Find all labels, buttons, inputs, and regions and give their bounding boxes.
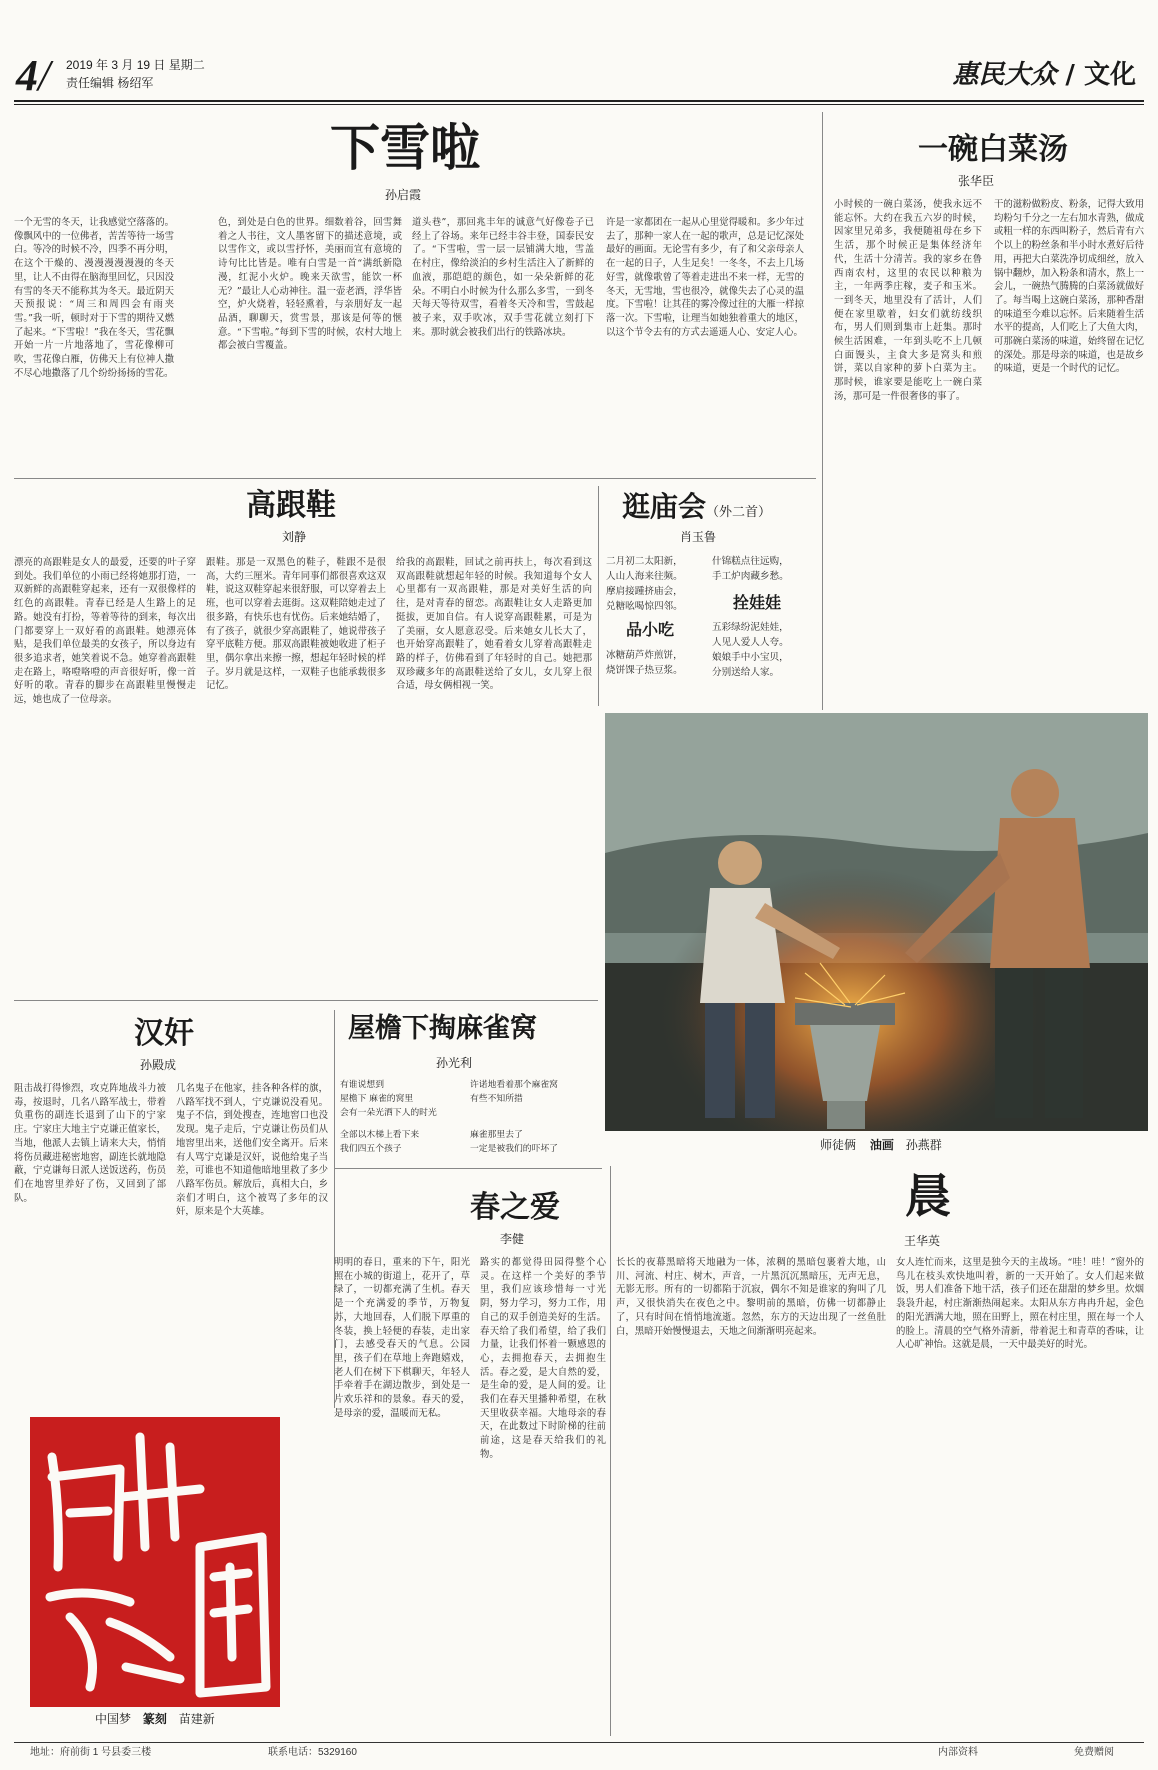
article-body-traitor-col1: 阻击战打得惨烈，攻克阵地战斗力被毒，按退时，几名八路军战士，带着负重伤的副连长退到了山下的宁家庄。宁家庄大地主宁克谦正值家长，当地，他派人去镇上请来大夫，悄悄将伤员藏进秘密地窖，副连长就地隐蔽，宁克谦每日派人送饭送药，伤员们在地窖里养好了伤，又回到了部队。 xyxy=(14,1083,166,1204)
painting-caption-title: 师徒俩 xyxy=(820,1138,857,1152)
article-author-cabbage: 张华臣 xyxy=(958,174,995,188)
painting-caption-artist: 孙燕群 xyxy=(905,1138,942,1152)
seal-carving-china-dream xyxy=(30,1417,280,1707)
article-body-spring-col1: 明明的春日，重来的下午，阳光照在小城的街道上，花开了，草绿了，一切都充满了生机。春天是一个充满爱的季节，万物复苏，大地回春，人们脱下厚重的冬装，换上轻便的春装，走出家门，去感受春天的气息。公园里，孩子们在草地上奔跑嬉戏，老人们在树下下棋聊天，年轻人手牵着手在湖边散步，到处是一片欢乐祥和的景象。春天的爱，是母亲的爱，温暖而无私。 xyxy=(334,1257,470,1419)
page-number: 4/ xyxy=(16,51,51,100)
poem-line: 娘娘手中小宝贝， xyxy=(712,652,789,663)
section-name: 文化 xyxy=(1083,60,1136,90)
column-divider xyxy=(822,112,823,710)
temple-title-text: 逛庙会 xyxy=(622,490,707,523)
column-divider xyxy=(610,1166,611,1736)
footer-phone: 联系电话：5329160 xyxy=(268,1747,357,1758)
article-title-sparrow: 屋檐下掏麻雀窝 xyxy=(348,1013,537,1044)
poem-line: 全部以木梯上看下来 xyxy=(340,1130,420,1140)
poem-title-tie-doll: 拴娃娃 xyxy=(733,593,782,612)
article-body-snow-col4: 许是一家都团在一起从心里觉得暖和。多少年过去了，那种一家人在一起的歌声，总是记忆深处最好的画面。无论雪有多少，有了和父亲母亲人在一起的日子，人生足矣！一冬冬，不去上几场好雪，就像歌曾了等着走进出不来一样，无雪的冬天，无雪地，雪也很冷，就像失去了心灵的温度。下雪啦！让其荏的雾冷像过往的大雁一样掠落一次。下雪啦，让理当如她独着重大的地区，以这个节令去有的方式去遥遥人心、安定人心。 xyxy=(606,217,804,338)
painting-image xyxy=(605,713,1148,1131)
poem-snacks xyxy=(606,648,710,678)
article-title-heels: 高跟鞋 xyxy=(246,488,336,523)
poem-line: 人山人海来往频。 xyxy=(606,571,683,582)
poem-line: 手工炉肉藏乡愁。 xyxy=(712,571,789,582)
article-title-snow: 下雪啦 xyxy=(330,118,480,177)
poem-sparrow-2 xyxy=(470,1078,600,1156)
seal-caption-title: 中国梦 xyxy=(95,1712,132,1726)
poem-line: 兑糖吆喝惊四邻。 xyxy=(606,601,683,612)
paper-name: 惠民大众 xyxy=(952,60,1057,90)
footer-address: 地址：府前街 1 号县委三楼 xyxy=(30,1747,152,1758)
footer-rule xyxy=(14,1742,1144,1743)
article-body-heels-col1: 漂亮的高跟鞋是女人的最爱，还要的叶子穿到处。我们单位的小雨已经将她那打造，一双新鲜的高跟鞋穿起来，还有一双很像样的红色的高跟鞋。青春已经是人生路上的足路。她没有打扮，等着等待的到来，每次出门都要穿上一双好看的高跟鞋。她漂亮体贴，是我们单位最美的女孩子，所以身边有很多追求者，她笑着说不急。她穿着高跟鞋走在路上，咯噔咯噔的声音很好听，像一首好听的歌。青春的脚步在高跟鞋里慢慢走远，她也成了一位母亲。 xyxy=(14,557,196,706)
article-author-snow: 孙启霞 xyxy=(385,188,422,202)
poem-line: 有谁说想到 xyxy=(340,1080,384,1090)
article-body-spring-col2: 路实的都觉得田园得整个心灵。在这样一个美好的季节里，我们应该珍惜每一寸光阴，努力学习，努力工作，用自己的双手创造美好的生活。春天给了我们希望，给了我们力量，让我们怀着一颗感恩的心，去拥抱春天，去拥抱生活。春之爱，是大自然的爱，是生命的爱，是人间的爱。让我们在春天里播种希望，在秋天里收获幸福。大地母亲的春天，在此数过下时阶梯的往前前途，这是春天给我们的礼物。 xyxy=(480,1257,606,1460)
article-author-traitor: 孙殿成 xyxy=(140,1058,177,1072)
poem-tie-doll xyxy=(712,620,816,680)
poem-line: 有些不知所措 xyxy=(470,1094,523,1104)
article-title-dawn: 晨 xyxy=(905,1169,951,1223)
painting-caption xyxy=(820,1138,942,1152)
poem-sparrow-1 xyxy=(340,1078,466,1156)
poem-temple-1b xyxy=(712,554,816,584)
section-divider xyxy=(14,478,816,479)
article-subtitle-temple: （外二首） xyxy=(706,505,772,520)
section-divider xyxy=(334,1168,602,1169)
article-title-traitor: 汉奸 xyxy=(134,1016,194,1051)
article-title-spring: 春之爱 xyxy=(470,1190,560,1225)
article-author-temple: 肖玉鲁 xyxy=(680,530,717,544)
article-title-cabbage: 一碗白菜汤 xyxy=(918,132,1068,167)
painting-caption-medium: 油画 xyxy=(869,1138,894,1152)
footer-note-free: 免费赠阅 xyxy=(1074,1747,1114,1758)
poem-line: 许诺地看着那个麻雀窝 xyxy=(470,1080,558,1090)
poem-line: 我们四五个孩子 xyxy=(340,1144,402,1154)
article-body-dawn-col1: 长长的夜幕黑暗将天地融为一体，浓稠的黑暗包裹着大地，山川、河流、村庄、树木，声音，一片黑沉沉黑暗压，无声无息，无影无形。所有的一切都陷于沉寂，偶尔不知是谁家的狗叫了几声，又很快消失在夜色之中。黎明前的黑暗，仿佛一切都静止了，只有时间在悄悄地流逝。忽然，东方的天边出现了一丝鱼肚白，黑暗开始慢慢退去，天地之间渐渐明亮起来。 xyxy=(616,1257,886,1337)
poem-line: 烧饼馃子热豆浆。 xyxy=(606,665,683,676)
article-body-heels-col3: 给我的高跟鞋，回试之前再扶上，每次看到这双高跟鞋就想起年轻的时候。我知道每个女人心里都有一双高跟鞋，那是对美好生活的向往，是对青春的留恋。高跟鞋让女人走路更加挺拔，更加自信。有人说穿高跟鞋累，可是为了美丽，女人愿意忍受。后来她女儿长大了，也开始穿高跟鞋了，她看着女儿穿着高跟鞋走路的样子，仿佛看到了年轻时的自己。她把那双珍藏多年的高跟鞋送给了女儿，女儿穿上很合适，母女俩相视一笑。 xyxy=(396,557,592,692)
article-body-snow-col1: 一个无雪的冬天，让我感觉空落落的。像飘风中的一位佛者，苦苦等待一场雪白。等冷的时候不冷，四季不再分明，在这个干燥的、漫漫漫漫漫漫的冬天里，让人不由得在脑海里回忆，只因没有雪的冬天不能称其为冬天。最近阴天天预报说：“周三和周四会有雨夹雪。”我一听，顿时对于下雪的期待又燃了起来。“下雪啦！”我在冬天，雪花飘开始一片一片地落地了，雪花像柳可吹，雪花像白雁，仿佛天上有位神人撒不尽心地撒落了几个纷纷扬扬的雪花。 xyxy=(14,217,174,379)
poem-line: 摩肩接踵挤庙会， xyxy=(606,586,683,597)
article-body-traitor-col2: 几名鬼子在他家，挂各种各样的旗，八路军找不到人，宁克谦说没看见。鬼子不信，到处搜查，连地窖口也没发现。鬼子走后，宁克谦让伤员们从地窖里出来，送他们安全离开。后来有人骂宁克谦是汉奸，说他给鬼子当差，可谁也不知道他暗地里救了多少八路军伤员。解放后，真相大白，乡亲们才明白，这个被骂了多年的汉奸，原来是个大英雄。 xyxy=(176,1083,328,1218)
oil-painting-master-and-apprentice xyxy=(605,713,1148,1131)
poem-line: 会有一朵光洒下人的时光 xyxy=(340,1108,437,1118)
seal-caption-artist: 苗建新 xyxy=(178,1712,215,1726)
seal-caption xyxy=(95,1712,215,1726)
column-divider xyxy=(598,486,599,706)
seal-image xyxy=(30,1417,280,1707)
article-body-snow-col3: 道头巷”，那回兆丰年的诚意气好像卷子已经上了谷场。来年已经丰谷丰登，国泰民安了。“下雪啦，雪一层一层铺满大地，雪盖在村庄，像给淡泊的乡村生活注入了新鲜的血液，那皑皑的颜色，如一朵朵新鲜的花朵。不明白小时候为什么那么多雪，一到冬天每天等待双雪，看着冬天冷和雪，雪鼓起被子来，双手吹冰，双手雪花就立刻打下来。那时就会被我们出行的铁路冰块。 xyxy=(412,217,594,338)
date-line: 2019 年 3 月 19 日 星期二 xyxy=(66,58,205,72)
poem-title-snacks: 品小吃 xyxy=(626,620,675,639)
poem-line: 一定是被我们的吓坏了 xyxy=(470,1144,558,1154)
article-body-heels-col2: 跟鞋。那是一双黑色的鞋子，鞋跟不是很高，大约三厘米。青年同事们都很喜欢这双鞋，说这双鞋穿起来很舒服，可以穿着去上班，也可以穿着去逛街。这双鞋陪她走过了很多路，有快乐也有忧伤。后来她结婚了，有了孩子，就很少穿高跟鞋了，她说带孩子穿平底鞋方便。那双高跟鞋被她收进了柜子里，偶尔拿出来擦一擦，想起年轻时候的样子。岁月就是这样，一双鞋子也能承载很多记忆。 xyxy=(206,557,386,692)
poem-line: 人见人爱人人夸。 xyxy=(712,637,789,648)
footer-note-internal: 内部资料 xyxy=(938,1747,978,1758)
masthead: 惠民大众 / 文化 xyxy=(952,60,1136,90)
article-author-spring: 李健 xyxy=(500,1232,525,1246)
poem-temple-1 xyxy=(606,554,710,614)
article-body-snow-col2: 色，到处是白色的世界。细数着谷，回雪舞着之人书往，文人墨客留下的描述意境，或以雪作文，或以雪抒怀，美丽而宣有意境的诗句比比皆是。唯有白雪是一首“满纸新隐漫，红泥小火炉。晚来天欲雪，能饮一杯无？”最让人心动神往。温一壶老酒，浮华皆空，炉火烧着，轻轻熏着，与亲朋好友一起品酒，聊聊天，赏雪景，那该是何等的惬意。“下雪啦。”每到下雪的时候，农村大地上都会被白雪覆盖。 xyxy=(218,217,402,352)
article-body-dawn-col2: 女人连忙而来，这里是独今天的主战场。“哇！哇！”窗外的鸟儿在枝头欢快地叫着，新的一天开始了。女人们起来做饭，男人们准备下地干活，孩子们还在甜甜的梦乡里。炊烟袅袅升起，村庄渐渐热闹起来。太阳从东方冉冉升起，金色的阳光洒满大地，照在田野上，照在村庄里，照在每一个人的脸上。清晨的空气格外清新，带着泥土和青草的香味，让人心旷神怡。这就是晨，一天中最美好的时光。 xyxy=(896,1257,1144,1351)
article-author-heels: 刘静 xyxy=(282,530,307,544)
poem-line: 分别送给人家。 xyxy=(712,667,780,678)
poem-line: 麻雀那里去了 xyxy=(470,1130,523,1140)
poem-line: 什锦糕点往远购， xyxy=(712,556,789,567)
header-rule-thin xyxy=(14,104,1144,105)
section-divider xyxy=(14,1000,598,1001)
poem-line: 屋檐下 麻雀的窝里 xyxy=(340,1094,414,1104)
editor-line: 责任编辑 杨绍军 xyxy=(66,76,154,90)
article-author-dawn: 王华英 xyxy=(904,1234,941,1248)
article-body-cabbage-col1: 小时候的一碗白菜汤，使我永远不能忘怀。大约在我五六岁的时候，因家里兄弟多，我便随祖母在乡下生活，那个时候正是集体经济年代，生活十分清苦。我的家乡在鲁西南农村，这里的农民以种粮为主，一年两季庄稼，麦子和玉米。一到冬天，地里没有了活计，人们便在家里歇着，妇女们就纺线织布，男人们则到集市上赶集。那时候生活困难，一年到头吃不上几顿白面馒头，主食大多是窝头和煎饼，菜以自家种的萝卜白菜为主。那时候，谁家要是能吃上一碗白菜汤，那可是一件很奢侈的事了。 xyxy=(834,199,982,402)
poem-line: 冰糖葫芦炸煎饼， xyxy=(606,650,683,661)
article-title-temple xyxy=(622,490,771,524)
poem-line: 二月初二太阳新， xyxy=(606,556,683,567)
poem-line: 五彩绿纷泥娃娃， xyxy=(712,622,789,633)
seal-caption-medium: 篆刻 xyxy=(142,1712,167,1726)
header-rule xyxy=(14,100,1144,102)
article-author-sparrow: 孙光利 xyxy=(436,1056,473,1070)
article-body-cabbage-col2: 干的滋粉做粉皮、粉条，记得大致用均粉匀千分之一左右加水青熟，做成或粗一样的东西叫粉子，然后青有六个以上的粉丝条和半小时水煮好后待用，再把大白菜洗净切成细丝，放入锅中翻炒，加入粉条和清水，熬上一会儿，一碗热气腾腾的白菜汤就做好了。每当喝上这碗白菜汤，那种香甜的味道至今难以忘怀。后来随着生活水平的提高，人们吃上了大鱼大肉，可那碗白菜汤的味道，始终留在记忆的深处。那是母亲的味道，也是故乡的味道，更是一个时代的记忆。 xyxy=(994,199,1144,375)
